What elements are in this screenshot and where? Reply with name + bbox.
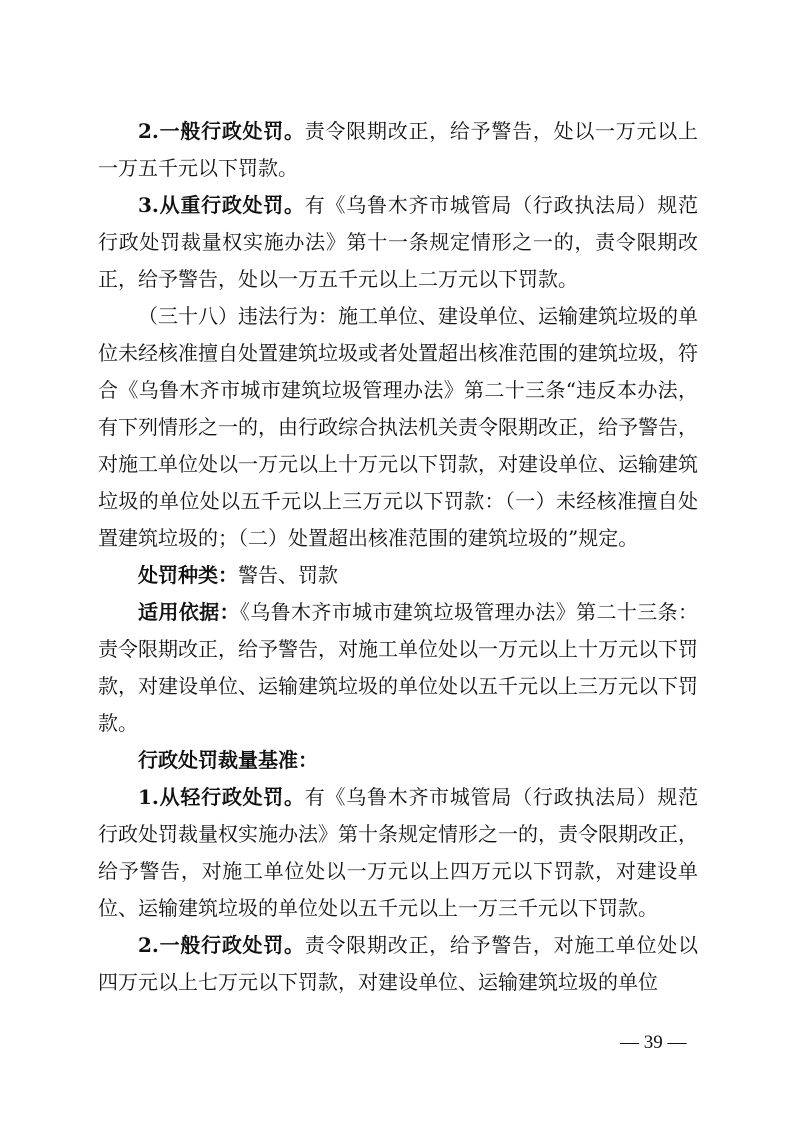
paragraph-heading: 2.一般行政处罚。: [138, 119, 305, 143]
paragraph-legal-basis: [98, 594, 698, 742]
paragraph-violation-38: [98, 298, 698, 557]
paragraph-text: 责令限期改正，给予警告，处以一万元以上一万五千元以下罚款。: [98, 119, 698, 180]
paragraph-heading: 行政处罚裁量基准：: [138, 748, 318, 772]
paragraph-penalty-type: [98, 557, 698, 594]
paragraph-text: （三十八）违法行为：施工单位、建设单位、运输建筑垃圾的单位未经核准擅自处置建筑垃圾或者处置超出核准范围的建筑垃圾，符合《乌鲁木齐市城市建筑垃圾管理办法》第二十三条“违反本办法，有下列情形之一的，由行政综合执法机关责令限期改正，给予警告，对施工单位处以一万元以上十万元以下罚款，对建设单位、运输建筑垃圾的单位处以五千元以上三万元以下罚款：（一）未经核准擅自处置建筑垃圾的；（二）处置超出核准范围的建筑垃圾的”规定。: [98, 304, 698, 550]
paragraph-discretion-standard: [98, 742, 698, 779]
paragraph-text: 《乌鲁木齐市城市建筑垃圾管理办法》第二十三条：责令限期改正，给予警告，对施工单位处以一万元以上十万元以下罚款，对建设单位、运输建筑垃圾的单位处以五千元以上三万元以下罚款。: [98, 600, 699, 735]
document-body: [98, 113, 698, 1001]
page-number: — 39 —: [620, 1032, 687, 1053]
paragraph-general-penalty-2: [98, 927, 698, 1001]
paragraph-heading: 3.从重行政处罚。: [138, 193, 305, 217]
paragraph-heading: 2.一般行政处罚。: [138, 933, 305, 957]
paragraph-heavier-penalty: [98, 187, 698, 298]
paragraph-heading: 1.从轻行政处罚。: [138, 785, 305, 809]
paragraph-lighter-penalty: [98, 779, 698, 927]
paragraph-heading: 处罚种类：: [138, 563, 238, 587]
paragraph-general-penalty: [98, 113, 698, 187]
paragraph-text: 有《乌鲁木齐市城管局（行政执法局）规范行政处罚裁量权实施办法》第十一条规定情形之一的，责令限期改正，给予警告，处以一万五千元以上二万元以下罚款。: [98, 193, 698, 291]
paragraph-heading: 适用依据：: [138, 600, 240, 624]
paragraph-text: 警告、罚款: [238, 563, 338, 587]
paragraph-text: 责令限期改正，给予警告，对施工单位处以四万元以上七万元以下罚款，对建设单位、运输建筑垃圾的单位: [98, 933, 698, 994]
paragraph-text: 有《乌鲁木齐市城管局（行政执法局）规范行政处罚裁量权实施办法》第十条规定情形之一的，责令限期改正，给予警告，对施工单位处以一万元以上四万元以下罚款，对建设单位、运输建筑垃圾的单位处以五千元以上一万三千元以下罚款。: [98, 785, 698, 920]
